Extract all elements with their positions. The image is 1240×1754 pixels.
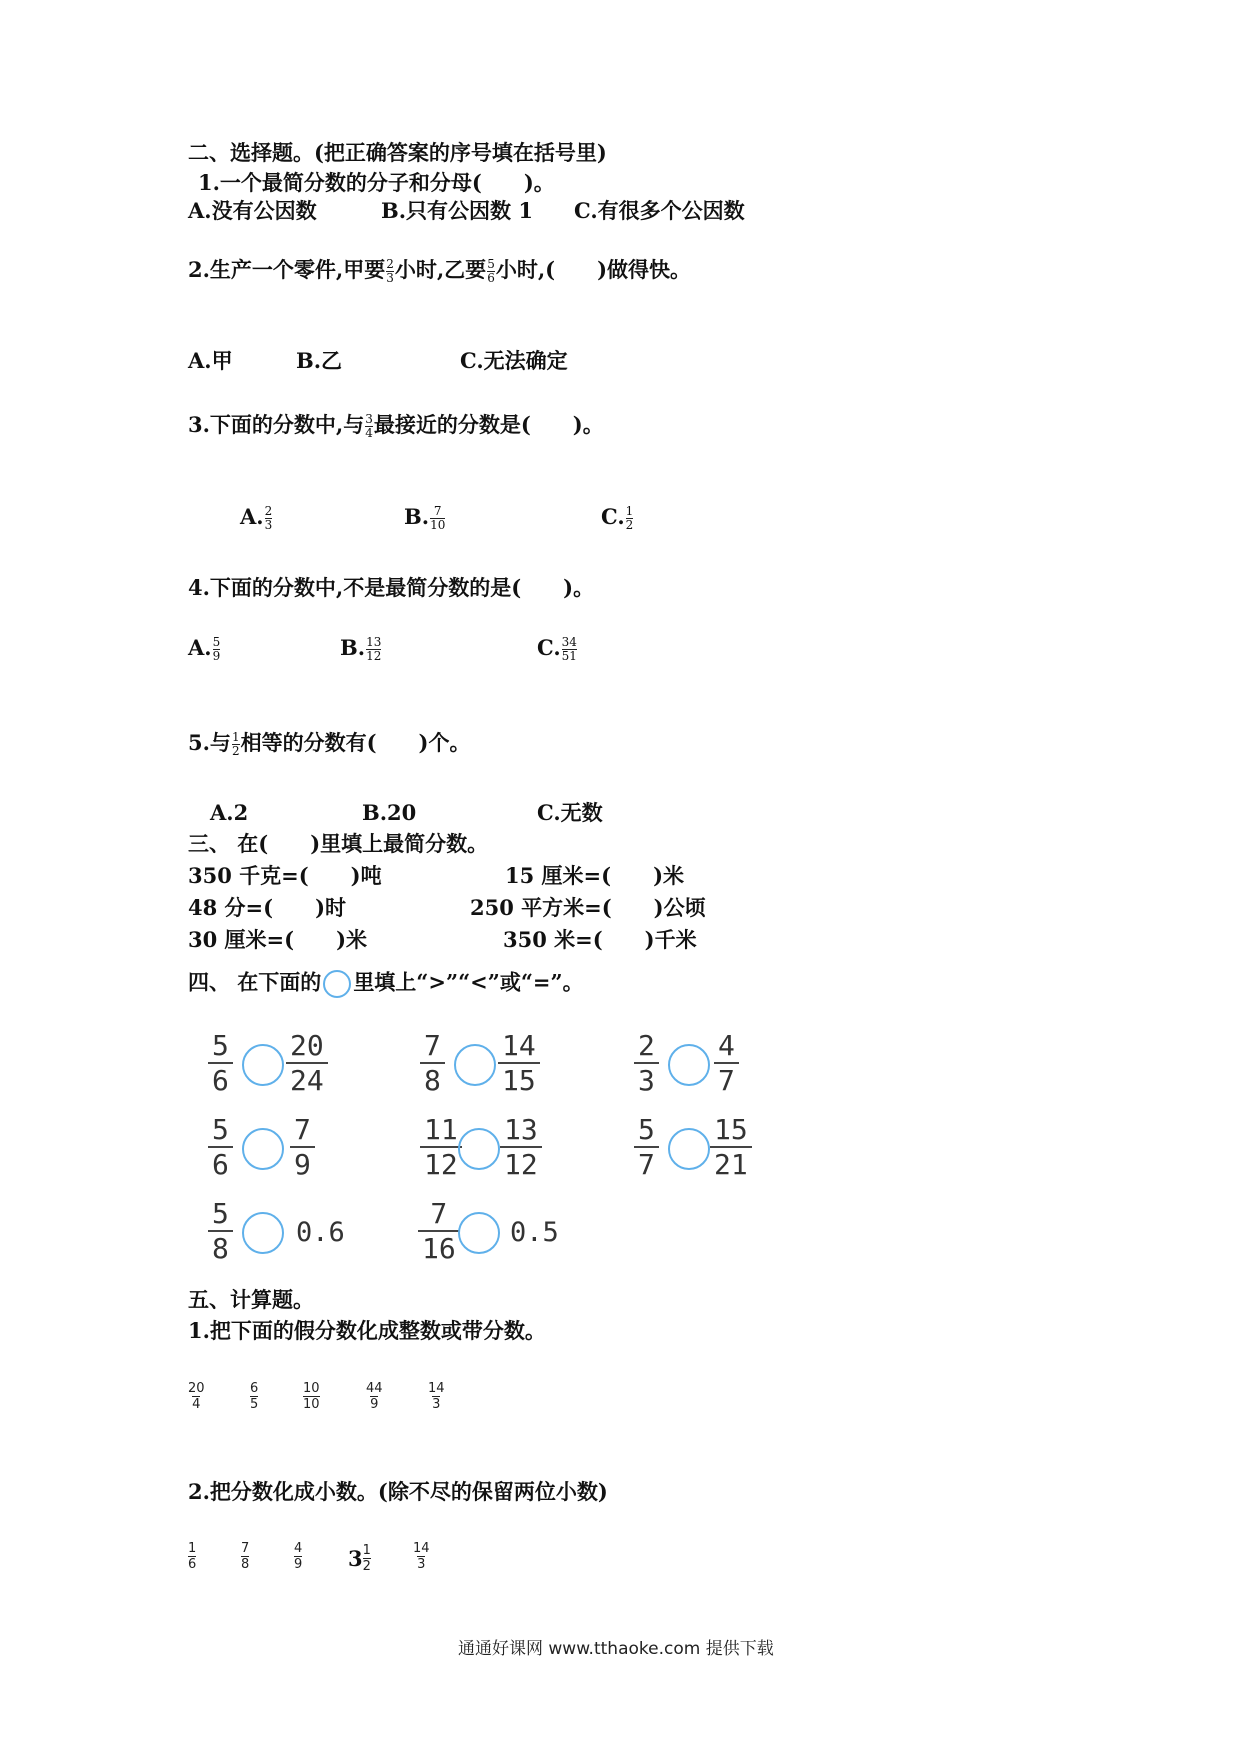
q3-option-a	[240, 505, 273, 532]
numerator: 13	[366, 635, 382, 649]
numerator: 20	[188, 1381, 205, 1396]
numerator: 11	[424, 1113, 458, 1146]
numerator: 5	[212, 1113, 229, 1146]
improper-fraction-4	[366, 1381, 383, 1412]
compare-5-left	[420, 1113, 462, 1181]
q5-option-c: C.无数	[537, 800, 603, 825]
improper-fraction-5	[428, 1381, 445, 1412]
numerator: 14	[502, 1029, 536, 1062]
q1-option-b: B.只有公因数 1	[381, 198, 533, 223]
compare-8-left	[418, 1197, 460, 1265]
q2-text-mid: 小时,乙要	[394, 257, 487, 282]
numerator: 3	[365, 412, 373, 426]
conversion-6: 350 米=( )千米	[503, 927, 697, 952]
numerator: 10	[303, 1381, 320, 1396]
q5-fraction	[232, 731, 240, 758]
numerator: 4	[294, 1541, 303, 1556]
numerator: 44	[366, 1381, 383, 1396]
denominator: 6	[188, 1557, 197, 1572]
q1-option-a: A.没有公因数	[188, 198, 317, 223]
section-4-title	[188, 970, 584, 998]
question-3	[188, 413, 604, 440]
numerator: 13	[504, 1113, 538, 1146]
denominator: 16	[418, 1230, 460, 1265]
q3-fraction	[365, 413, 373, 440]
q3-option-c	[601, 505, 634, 532]
decimal-fraction-2	[241, 1541, 249, 1572]
q2-fraction-1	[386, 258, 394, 285]
compare-8-decimal: 0.5	[510, 1217, 559, 1248]
q2-option-b: B.乙	[296, 348, 343, 373]
denominator: 8	[241, 1557, 250, 1572]
denominator: 21	[710, 1146, 752, 1181]
denominator: 6	[208, 1062, 233, 1097]
denominator: 9	[212, 649, 221, 663]
q4-option-b	[340, 636, 382, 663]
compare-1-circle[interactable]	[242, 1044, 284, 1086]
numerator: 1	[231, 730, 240, 744]
numerator: 5	[638, 1113, 655, 1146]
option-fraction	[430, 505, 445, 532]
denominator: 2	[231, 744, 240, 758]
denominator: 10	[430, 518, 446, 532]
denominator: 9	[370, 1397, 379, 1412]
denominator: 51	[561, 649, 577, 663]
numerator: 5	[487, 257, 495, 271]
q4-option-a	[188, 636, 221, 663]
conversion-3: 48 分=( )时	[188, 895, 347, 920]
section-3-title: 三、 在( )里填上最简分数。	[188, 831, 489, 856]
q3-text-post: 最接近的分数是( )。	[373, 412, 604, 437]
denominator: 4	[365, 426, 373, 440]
compare-4-right	[290, 1113, 315, 1181]
option-letter: B.	[404, 504, 430, 529]
q1-option-c: C.有很多个公因数	[574, 198, 745, 223]
q5-option-a: A.2	[210, 800, 249, 825]
title-post: 里填上“>”“<”或“=”。	[353, 969, 584, 995]
conversion-1: 350 千克=( )吨	[188, 863, 382, 888]
numerator: 6	[250, 1381, 259, 1396]
decimal-fraction-5	[413, 1541, 430, 1572]
numerator: 2	[386, 257, 394, 271]
numerator: 5	[212, 635, 221, 649]
compare-3-circle[interactable]	[668, 1044, 710, 1086]
fraction-part	[363, 1543, 371, 1574]
denominator: 3	[432, 1397, 441, 1412]
denominator: 3	[634, 1062, 659, 1097]
section-2-title: 二、选择题。(把正确答案的序号填在括号里)	[188, 140, 607, 165]
question-2	[188, 258, 691, 285]
compare-2-right	[498, 1029, 540, 1097]
numerator: 14	[413, 1541, 430, 1556]
compare-2-circle[interactable]	[454, 1044, 496, 1086]
compare-5-circle[interactable]	[458, 1128, 500, 1170]
option-letter: C.	[601, 504, 625, 529]
q3-text-pre: 3.下面的分数中,与	[188, 412, 365, 437]
question-5	[188, 731, 470, 758]
numerator: 34	[561, 635, 577, 649]
compare-4-left	[208, 1113, 233, 1181]
question-4: 4.下面的分数中,不是最简分数的是( )。	[188, 575, 595, 600]
denominator: 3	[264, 518, 273, 532]
option-fraction	[626, 505, 634, 532]
denominator: 24	[286, 1062, 328, 1097]
compare-6-circle[interactable]	[668, 1128, 710, 1170]
denominator: 3	[417, 1557, 426, 1572]
q2-option-c: C.无法确定	[460, 348, 568, 373]
numerator: 2	[638, 1029, 655, 1062]
compare-7-left	[208, 1197, 233, 1265]
denominator: 12	[500, 1146, 542, 1181]
denominator: 8	[208, 1230, 233, 1265]
improper-fraction-3	[303, 1381, 320, 1412]
q2-text-pre: 2.生产一个零件,甲要	[188, 257, 386, 282]
calc-question-2: 2.把分数化成小数。(除不尽的保留两位小数)	[188, 1479, 608, 1504]
q5-text-pre: 5.与	[188, 730, 231, 755]
compare-8-circle[interactable]	[458, 1212, 500, 1254]
compare-7-decimal: 0.6	[296, 1217, 345, 1248]
denominator: 7	[634, 1146, 659, 1181]
numerator: 1	[188, 1541, 197, 1556]
numerator: 2	[264, 504, 273, 518]
compare-1-left	[208, 1029, 233, 1097]
denominator: 5	[250, 1397, 259, 1412]
option-letter: B.	[340, 635, 366, 660]
conversion-4: 250 平方米=( )公顷	[470, 895, 706, 920]
compare-7-circle[interactable]	[242, 1212, 284, 1254]
numerator: 7	[241, 1541, 250, 1556]
q3-option-b	[404, 505, 446, 532]
whole-part: 3	[348, 1546, 363, 1571]
denominator: 12	[420, 1146, 462, 1181]
improper-fraction-1	[188, 1381, 205, 1412]
compare-5-right	[500, 1113, 542, 1181]
numerator: 14	[428, 1381, 445, 1396]
numerator: 7	[430, 1197, 448, 1230]
denominator: 3	[386, 271, 394, 285]
compare-6-right	[710, 1113, 752, 1181]
option-letter: C.	[537, 635, 561, 660]
numerator: 1	[362, 1543, 371, 1558]
decimal-fraction-3	[294, 1541, 302, 1572]
denominator: 6	[208, 1146, 233, 1181]
numerator: 7	[294, 1113, 311, 1146]
q2-text-post: 小时,( )做得快。	[495, 257, 692, 282]
conversion-2: 15 厘米=( )米	[505, 863, 685, 888]
numerator: 15	[714, 1113, 748, 1146]
footer-credit: 通通好课网 www.tthaoke.com 提供下载	[458, 1639, 774, 1659]
option-fraction	[562, 636, 577, 663]
question-1: 1.一个最简分数的分子和分母( )。	[198, 170, 555, 195]
compare-3-right	[714, 1029, 739, 1097]
compare-6-left	[634, 1113, 659, 1181]
numerator: 1	[625, 504, 634, 518]
q5-text-post: 相等的分数有( )个。	[240, 730, 471, 755]
denominator: 2	[362, 1559, 371, 1574]
q2-option-a: A.甲	[188, 348, 233, 373]
decimal-fraction-1	[188, 1541, 196, 1572]
title-pre: 四、 在下面的	[188, 969, 322, 995]
denominator: 10	[303, 1397, 320, 1412]
numerator: 7	[424, 1029, 441, 1062]
compare-2-left	[420, 1029, 445, 1097]
numerator: 4	[718, 1029, 735, 1062]
denominator: 4	[192, 1397, 201, 1412]
option-letter: A.	[240, 504, 264, 529]
denominator: 2	[625, 518, 634, 532]
denominator: 9	[290, 1146, 315, 1181]
q5-option-b: B.20	[362, 800, 417, 825]
denominator: 12	[366, 649, 382, 663]
denominator: 6	[487, 271, 495, 285]
option-fraction	[213, 636, 221, 663]
numerator: 5	[212, 1197, 229, 1230]
option-fraction	[265, 505, 273, 532]
numerator: 5	[212, 1029, 229, 1062]
compare-4-circle[interactable]	[242, 1128, 284, 1170]
conversion-5: 30 厘米=( )米	[188, 927, 368, 952]
calc-question-1: 1.把下面的假分数化成整数或带分数。	[188, 1318, 546, 1343]
denominator: 7	[714, 1062, 739, 1097]
mixed-number	[348, 1543, 371, 1574]
compare-1-right	[286, 1029, 328, 1097]
compare-3-left	[634, 1029, 659, 1097]
section-5-title: 五、计算题。	[188, 1287, 314, 1312]
denominator: 9	[294, 1557, 303, 1572]
improper-fraction-2	[250, 1381, 258, 1412]
numerator: 7	[433, 504, 442, 518]
q4-option-c	[537, 636, 578, 663]
denominator: 15	[498, 1062, 540, 1097]
option-letter: A.	[188, 635, 212, 660]
q2-fraction-2	[487, 258, 495, 285]
circle-icon	[323, 970, 351, 998]
denominator: 8	[420, 1062, 445, 1097]
option-fraction	[366, 636, 381, 663]
numerator: 20	[290, 1029, 324, 1062]
